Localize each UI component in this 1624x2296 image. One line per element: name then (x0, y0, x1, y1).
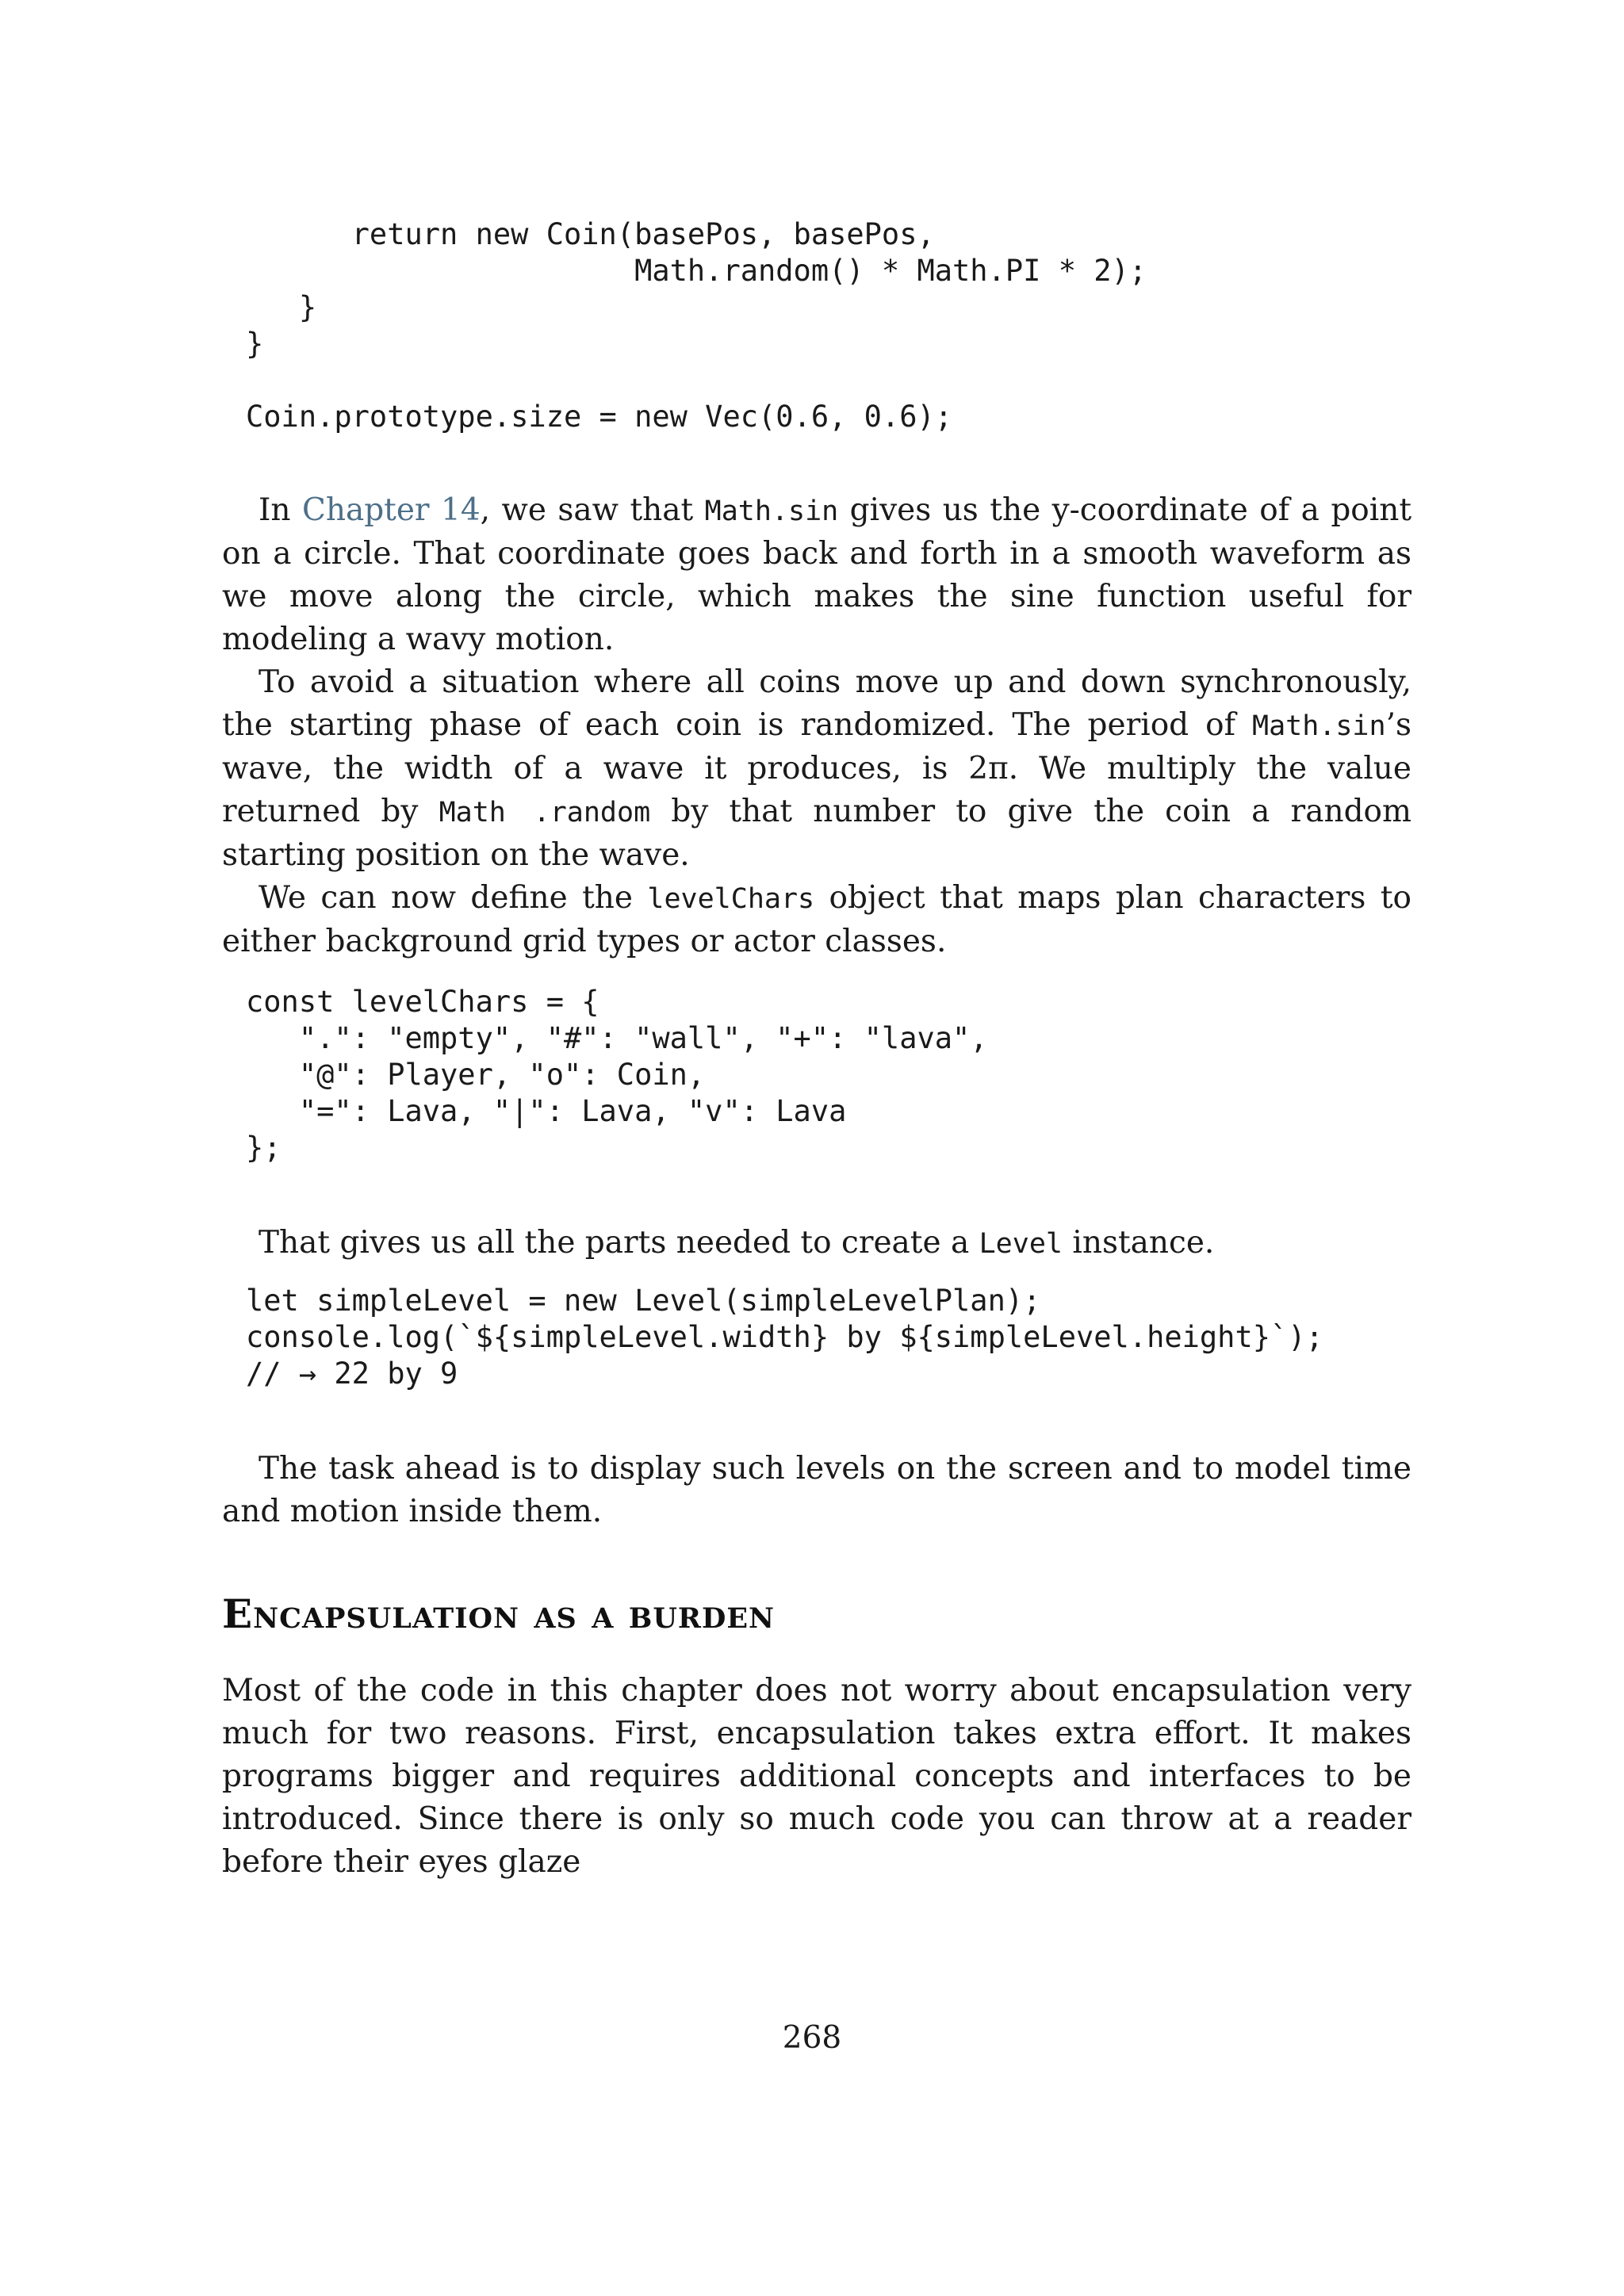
code-block-simple-level: let simpleLevel = new Level(simpleLevelPlan); console.log(`${simpleLevel.width} by ${simpleLevel.height}`); // → 22 by 9 (246, 1284, 1323, 1391)
code-block-level-chars: const levelChars = { ".": "empty", "#": "wall", "+": "lava", "@": Player, "o": Coin, "=": Lava, "|": Lava, "v": Lava }; (246, 985, 988, 1165)
code-block-coin-create: return new Coin(basePos, basePos, Math.random() * Math.PI * 2); } } Coin.prototype.size = new Vec(0.6, 0.6); (246, 217, 1147, 434)
paragraph-text: We can now define the (259, 880, 648, 916)
paragraph-text: In (259, 492, 302, 528)
paragraph-text: object that maps plan characters to either background grid types or actor classes. (222, 880, 1411, 959)
paragraph-text: gives us the y-coordinate of a point on a circle. That coordinate goes back and forth in a smooth waveform as we move along the circle, which makes the sine function useful for modeling a wavy motion. (222, 492, 1412, 657)
paragraph-task-ahead: The task ahead is to display such levels on the screen and to model time and motion inside them. (222, 1451, 1411, 1529)
chapter-14-link[interactable]: Chapter 14 (301, 492, 481, 528)
paragraph-text: , we saw that (480, 492, 705, 528)
paragraph-level-instance (222, 1222, 1411, 1265)
paragraph-encapsulation: Most of the code in this chapter does not worry about encapsulation very much for two reasons. First, encapsulation takes extra effort. It makes programs bigger and requires additional concepts and interfaces to be introduced. Since there is only so much code you can throw at a reader before their eyes glaze (222, 1673, 1411, 1880)
paragraph-text: To avoid a situation where all coins move up and down synchronously, the starting phase of each coin is randomized. The period of (222, 664, 1411, 743)
paragraph-text: That gives us all the parts needed to create a (259, 1225, 979, 1261)
inline-code: Math.sin (1252, 710, 1386, 742)
inline-code: Level (979, 1228, 1063, 1260)
paragraph-math-sin (222, 489, 1411, 661)
paragraph-text: instance. (1062, 1225, 1215, 1261)
paragraph-text: by that number to give the coin a random starting position on the wave. (222, 794, 1411, 873)
inline-code: Math.sin (704, 496, 839, 527)
inline-code: Math .random (439, 797, 651, 828)
inline-code: levelChars (647, 883, 815, 915)
paragraph-random-phase (222, 661, 1411, 877)
page-number: 268 (782, 2020, 842, 2056)
page-content (222, 206, 1411, 1884)
paragraph-level-chars (222, 877, 1411, 963)
paragraph-text: ’s wave, the width of a wave it produces, is 2π. We multiply the value returned by (222, 707, 1411, 829)
section-heading: Encapsulation as a burden (222, 1590, 776, 1637)
